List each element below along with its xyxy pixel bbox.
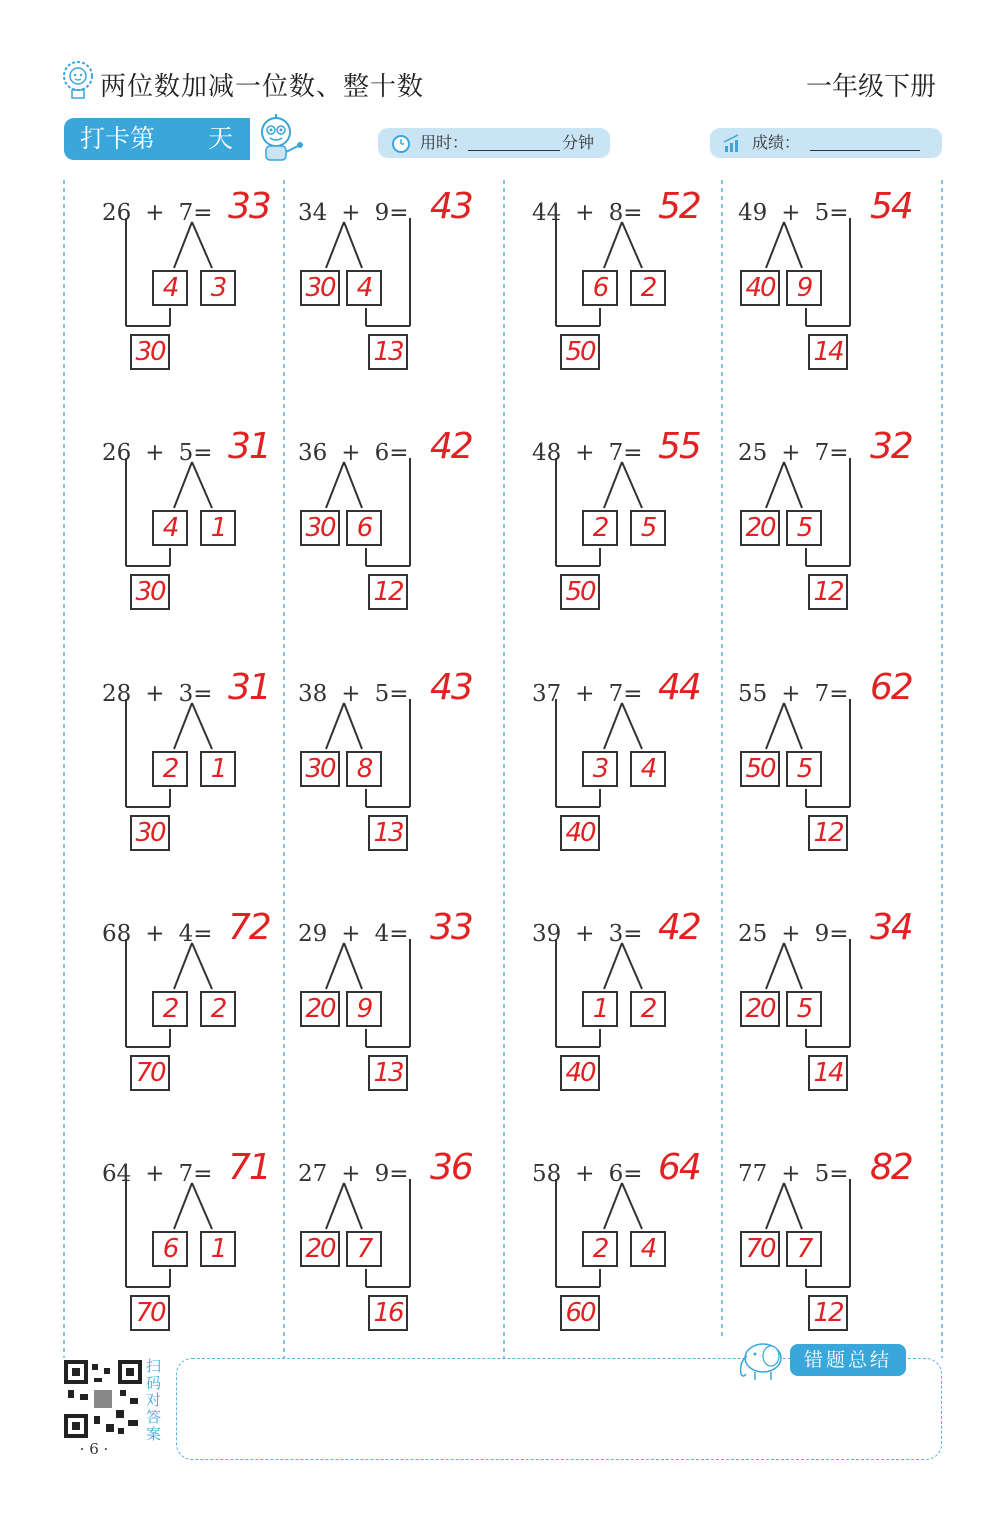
problem-8 <box>738 426 980 626</box>
operator: + <box>575 681 595 707</box>
addend-1: 26 <box>102 440 132 466</box>
equation <box>298 921 408 947</box>
split-box-1[interactable]: 20 <box>740 991 780 1027</box>
equation <box>298 1161 408 1187</box>
equals-sign: = <box>829 440 849 466</box>
partial-sum-box[interactable]: 13 <box>368 334 408 370</box>
operator: + <box>341 921 361 947</box>
addend-1: 38 <box>298 681 328 707</box>
split-box-2[interactable]: 4 <box>630 1231 666 1267</box>
answer[interactable]: 44 <box>658 667 700 708</box>
split-box-1[interactable]: 70 <box>740 1231 780 1267</box>
problem-10 <box>298 667 540 867</box>
equals-sign: = <box>623 921 643 947</box>
operator: + <box>341 440 361 466</box>
problem-6 <box>298 426 540 626</box>
partial-sum-box[interactable]: 60 <box>560 1295 600 1331</box>
answer[interactable]: 72 <box>228 907 270 948</box>
split-box-2[interactable]: 8 <box>346 751 382 787</box>
equation <box>532 200 642 226</box>
equation <box>738 440 848 466</box>
split-box-2[interactable]: 5 <box>786 991 822 1027</box>
split-box-1[interactable]: 50 <box>740 751 780 787</box>
operator: + <box>781 921 801 947</box>
operator: + <box>575 1161 595 1187</box>
operator: + <box>145 681 165 707</box>
operator: + <box>575 440 595 466</box>
operator: + <box>341 1161 361 1187</box>
equals-sign: = <box>193 200 213 226</box>
problem-14 <box>298 907 540 1107</box>
mistake-summary-tag: 错题总结 <box>790 1344 906 1376</box>
equation <box>532 1161 642 1187</box>
equals-sign: = <box>829 921 849 947</box>
time-unit-label: 分钟 <box>562 133 595 152</box>
equals-sign: = <box>829 200 849 226</box>
addend-2: 7 <box>608 681 624 707</box>
equation <box>738 200 848 226</box>
answer[interactable]: 55 <box>658 426 700 467</box>
operator: + <box>145 921 165 947</box>
answer[interactable]: 43 <box>430 667 472 708</box>
operator: + <box>781 681 801 707</box>
equals-sign: = <box>623 1161 643 1187</box>
equation <box>298 681 408 707</box>
addend-2: 9 <box>374 200 390 226</box>
split-box-2[interactable]: 7 <box>346 1231 382 1267</box>
equals-sign: = <box>389 921 409 947</box>
split-box-2[interactable]: 2 <box>630 270 666 306</box>
addend-1: 25 <box>738 921 768 947</box>
partial-sum-box[interactable]: 13 <box>368 815 408 851</box>
checkin-day-label: 天 <box>208 124 234 153</box>
time-label: 用时： <box>420 133 469 152</box>
answer[interactable]: 31 <box>228 426 270 467</box>
addend-2: 8 <box>608 200 624 226</box>
partial-sum-box[interactable]: 12 <box>808 574 848 610</box>
equation <box>298 440 408 466</box>
addend-2: 9 <box>374 1161 390 1187</box>
equation <box>738 681 848 707</box>
operator: + <box>145 1161 165 1187</box>
addend-2: 7 <box>814 681 830 707</box>
equation <box>532 921 642 947</box>
split-box-1[interactable]: 3 <box>582 751 618 787</box>
split-box-2[interactable]: 5 <box>786 751 822 787</box>
score-label: 成绩： <box>752 133 801 152</box>
problem-4 <box>738 186 980 386</box>
answer[interactable]: 31 <box>228 667 270 708</box>
scan-for-answers-label: 扫码对答案 <box>146 1357 162 1443</box>
partial-sum-box[interactable]: 40 <box>560 815 600 851</box>
operator: + <box>145 200 165 226</box>
split-box-1[interactable]: 20 <box>300 991 340 1027</box>
addend-2: 5 <box>178 440 194 466</box>
operator: + <box>781 440 801 466</box>
problem-17 <box>102 1147 324 1347</box>
problem-13 <box>102 907 324 1107</box>
answer[interactable]: 54 <box>870 186 912 227</box>
grade-label: 一年级下册 <box>805 72 936 102</box>
split-box-1[interactable]: 2 <box>152 751 188 787</box>
partial-sum-box[interactable]: 12 <box>368 574 408 610</box>
addend-2: 7 <box>178 1161 194 1187</box>
partial-sum-box[interactable]: 14 <box>808 1055 848 1091</box>
split-box-2[interactable]: 1 <box>200 510 236 546</box>
split-box-2[interactable]: 2 <box>200 991 236 1027</box>
partial-sum-box[interactable]: 40 <box>560 1055 600 1091</box>
answer[interactable]: 71 <box>228 1147 270 1188</box>
addend-1: 25 <box>738 440 768 466</box>
problem-5 <box>102 426 324 626</box>
split-box-1[interactable]: 1 <box>582 991 618 1027</box>
problem-11 <box>532 667 754 867</box>
addend-1: 37 <box>532 681 562 707</box>
problem-19 <box>532 1147 754 1347</box>
operator: + <box>145 440 165 466</box>
partial-sum-box[interactable]: 50 <box>560 334 600 370</box>
partial-sum-box[interactable]: 50 <box>560 574 600 610</box>
split-box-2[interactable]: 5 <box>630 510 666 546</box>
equals-sign: = <box>389 1161 409 1187</box>
addend-2: 6 <box>608 1161 624 1187</box>
addend-2: 6 <box>374 440 390 466</box>
equals-sign: = <box>623 681 643 707</box>
equation <box>298 200 408 226</box>
partial-sum-box[interactable]: 14 <box>808 334 848 370</box>
addend-2: 7 <box>178 200 194 226</box>
split-box-1[interactable]: 40 <box>740 270 780 306</box>
partial-sum-box[interactable]: 30 <box>130 574 170 610</box>
equals-sign: = <box>623 440 643 466</box>
equals-sign: = <box>623 200 643 226</box>
addend-2: 3 <box>178 681 194 707</box>
addend-1: 49 <box>738 200 768 226</box>
split-box-2[interactable]: 7 <box>786 1231 822 1267</box>
equation <box>738 1161 848 1187</box>
equals-sign: = <box>829 1161 849 1187</box>
split-box-2[interactable]: 6 <box>346 510 382 546</box>
equals-sign: = <box>193 440 213 466</box>
problem-15 <box>532 907 754 1107</box>
addend-1: 26 <box>102 200 132 226</box>
addend-2: 5 <box>374 681 390 707</box>
equals-sign: = <box>193 1161 213 1187</box>
qr-code-icon[interactable] <box>64 1360 142 1438</box>
addend-1: 39 <box>532 921 562 947</box>
partial-sum-box[interactable]: 12 <box>808 815 848 851</box>
addend-1: 34 <box>298 200 328 226</box>
equation <box>102 1161 212 1187</box>
addend-2: 5 <box>814 1161 830 1187</box>
equation <box>102 440 212 466</box>
answer[interactable]: 82 <box>870 1147 912 1188</box>
split-box-1[interactable]: 30 <box>300 270 340 306</box>
equals-sign: = <box>389 200 409 226</box>
addend-2: 4 <box>178 921 194 947</box>
split-box-1[interactable]: 20 <box>300 1231 340 1267</box>
equation <box>102 681 212 707</box>
addend-2: 3 <box>608 921 624 947</box>
partial-sum-box[interactable]: 70 <box>130 1295 170 1331</box>
answer[interactable]: 34 <box>870 907 912 948</box>
addend-1: 68 <box>102 921 132 947</box>
split-box-2[interactable]: 2 <box>630 991 666 1027</box>
answer[interactable]: 62 <box>870 667 912 708</box>
addend-1: 58 <box>532 1161 562 1187</box>
equals-sign: = <box>193 921 213 947</box>
addend-1: 27 <box>298 1161 328 1187</box>
addend-1: 64 <box>102 1161 132 1187</box>
problem-12 <box>738 667 980 867</box>
answer[interactable]: 52 <box>658 186 700 227</box>
answer[interactable]: 43 <box>430 186 472 227</box>
addend-1: 29 <box>298 921 328 947</box>
elephant-icon <box>733 1336 789 1382</box>
addend-1: 36 <box>298 440 328 466</box>
operator: + <box>781 200 801 226</box>
equation <box>102 921 212 947</box>
problem-18 <box>298 1147 540 1347</box>
answer[interactable]: 42 <box>658 907 700 948</box>
split-box-2[interactable]: 9 <box>786 270 822 306</box>
problem-9 <box>102 667 324 867</box>
problem-7 <box>532 426 754 626</box>
addend-2: 9 <box>814 921 830 947</box>
partial-sum-box[interactable]: 12 <box>808 1295 848 1331</box>
split-box-1[interactable]: 6 <box>582 270 618 306</box>
addend-1: 48 <box>532 440 562 466</box>
split-box-1[interactable]: 6 <box>152 1231 188 1267</box>
answer[interactable]: 33 <box>228 186 270 227</box>
equals-sign: = <box>389 440 409 466</box>
split-box-2[interactable]: 4 <box>630 751 666 787</box>
answer[interactable]: 36 <box>430 1147 472 1188</box>
addend-1: 55 <box>738 681 768 707</box>
partial-sum-box[interactable]: 30 <box>130 334 170 370</box>
partial-sum-box[interactable]: 30 <box>130 815 170 851</box>
problem-1 <box>102 186 324 386</box>
answer[interactable]: 32 <box>870 426 912 467</box>
problem-2 <box>298 186 540 386</box>
equals-sign: = <box>193 681 213 707</box>
worksheet-title: 两位数加减一位数、整十数 <box>100 72 425 102</box>
equation <box>738 921 848 947</box>
operator: + <box>575 921 595 947</box>
addend-2: 4 <box>374 921 390 947</box>
equation <box>102 200 212 226</box>
partial-sum-box[interactable]: 16 <box>368 1295 408 1331</box>
answer[interactable]: 33 <box>430 907 472 948</box>
operator: + <box>575 200 595 226</box>
page-number: · 6 · <box>79 1440 109 1458</box>
split-box-2[interactable]: 3 <box>200 270 236 306</box>
split-box-2[interactable]: 1 <box>200 1231 236 1267</box>
answer[interactable]: 64 <box>658 1147 700 1188</box>
addend-1: 44 <box>532 200 562 226</box>
split-box-1[interactable]: 2 <box>582 1231 618 1267</box>
checkin-label: 打卡第 <box>80 124 156 153</box>
operator: + <box>341 200 361 226</box>
equals-sign: = <box>829 681 849 707</box>
split-box-2[interactable]: 5 <box>786 510 822 546</box>
addend-1: 28 <box>102 681 132 707</box>
split-box-1[interactable]: 4 <box>152 510 188 546</box>
equation <box>532 681 642 707</box>
split-box-2[interactable]: 1 <box>200 751 236 787</box>
addend-2: 5 <box>814 200 830 226</box>
split-box-2[interactable]: 9 <box>346 991 382 1027</box>
equation <box>532 440 642 466</box>
split-box-1[interactable]: 20 <box>740 510 780 546</box>
problem-16 <box>738 907 980 1107</box>
split-box-1[interactable]: 4 <box>152 270 188 306</box>
equals-sign: = <box>389 681 409 707</box>
partial-sum-box[interactable]: 13 <box>368 1055 408 1091</box>
partial-sum-box[interactable]: 70 <box>130 1055 170 1091</box>
answer[interactable]: 42 <box>430 426 472 467</box>
split-box-2[interactable]: 4 <box>346 270 382 306</box>
split-box-1[interactable]: 30 <box>300 510 340 546</box>
problem-3 <box>532 186 754 386</box>
addend-1: 77 <box>738 1161 768 1187</box>
split-box-1[interactable]: 2 <box>152 991 188 1027</box>
problem-20 <box>738 1147 980 1347</box>
addend-2: 7 <box>814 440 830 466</box>
addend-2: 7 <box>608 440 624 466</box>
split-box-1[interactable]: 2 <box>582 510 618 546</box>
split-box-1[interactable]: 30 <box>300 751 340 787</box>
operator: + <box>341 681 361 707</box>
operator: + <box>781 1161 801 1187</box>
